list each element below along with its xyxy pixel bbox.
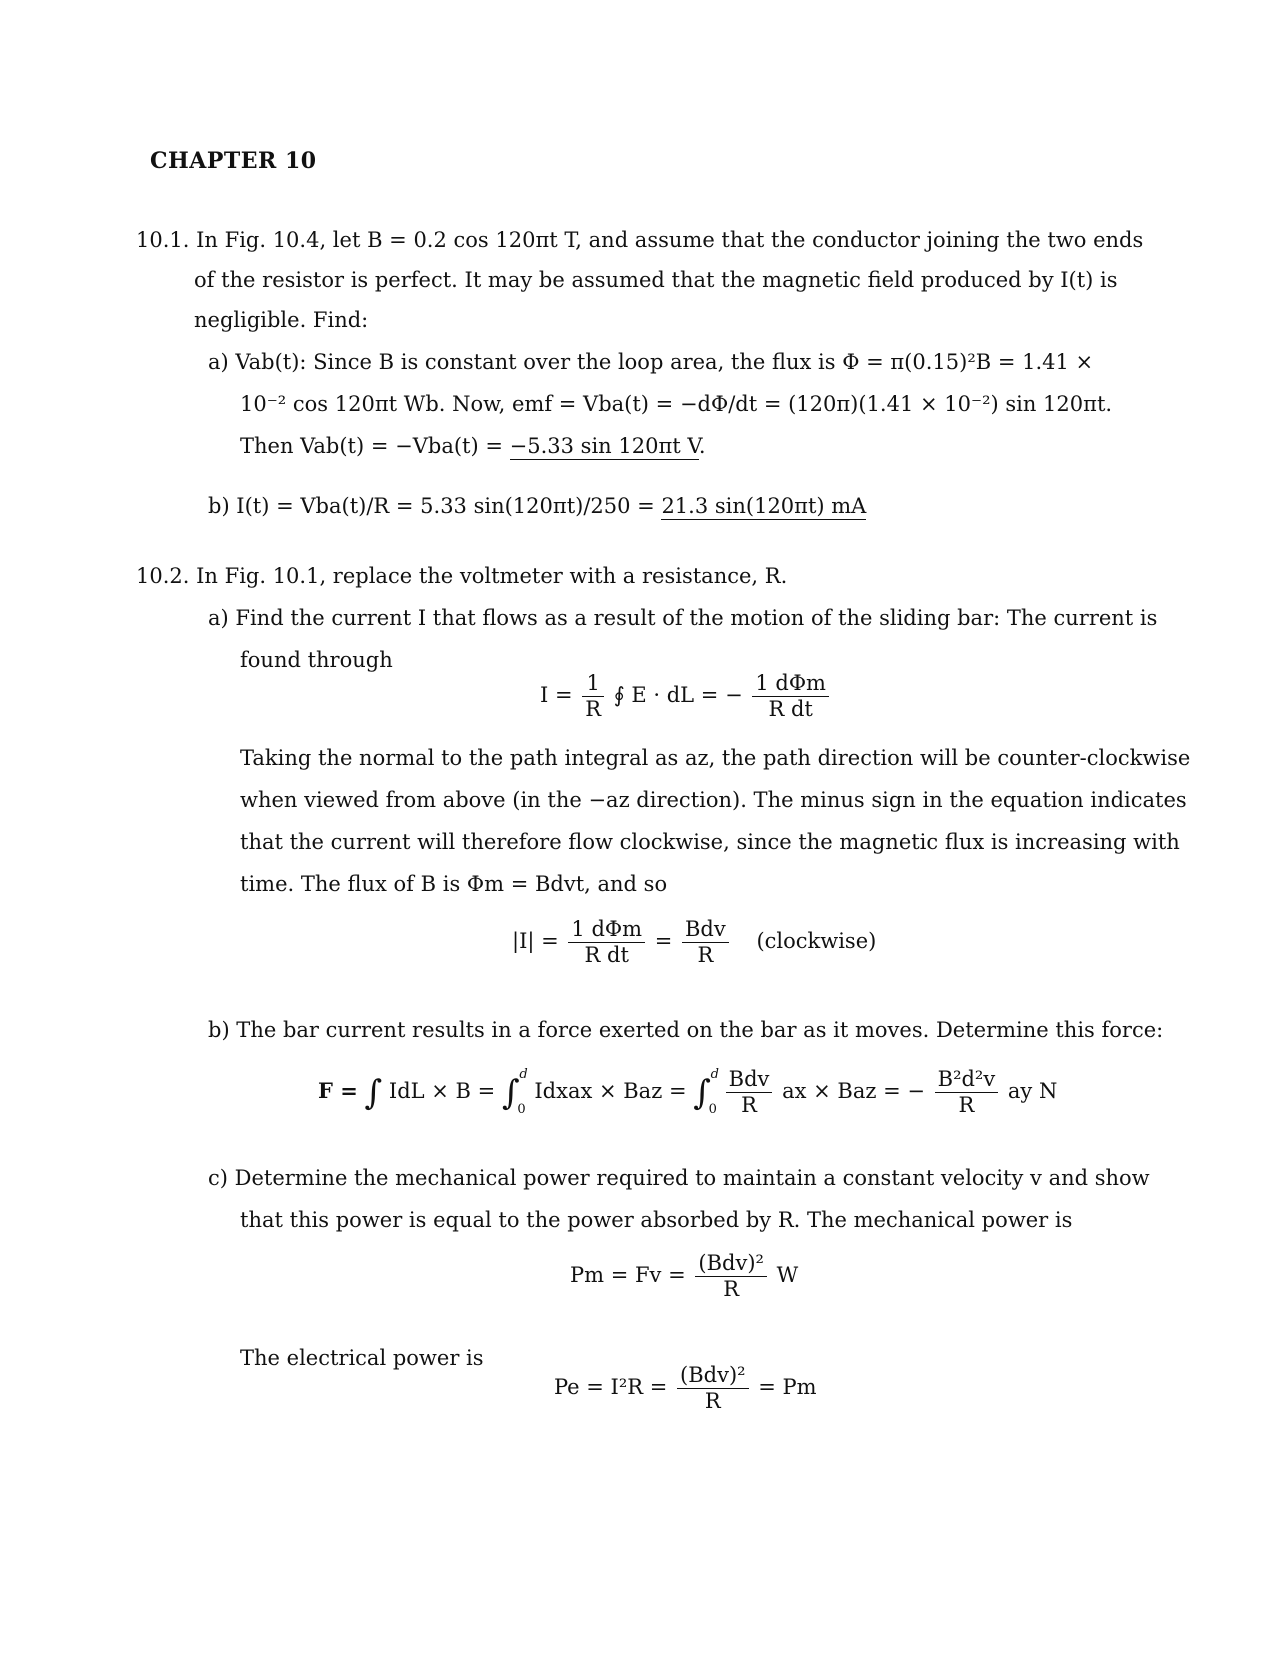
eq-lhs: Pe = I²R = [554, 1375, 668, 1400]
integral-sign: ∫ [364, 1072, 383, 1113]
fraction [752, 672, 829, 721]
problem-number: 10.2. [136, 564, 190, 588]
text: In Fig. 10.1, replace the voltmeter with a resistance, R. [196, 564, 788, 588]
eq-mid: ∮ E · dL = − [613, 683, 743, 708]
eq-lhs: |I| = [512, 929, 559, 954]
fraction [582, 672, 604, 721]
equation-abs-current [512, 918, 876, 967]
part-c-line-1: c) Determine the mechanical power required to maintain a constant velocity v and show [208, 1166, 1150, 1190]
equation-mech-power [570, 1252, 798, 1301]
fraction [677, 1364, 749, 1413]
eq-lhs: I = [540, 683, 573, 708]
eq-rhs: = Pm [758, 1375, 817, 1400]
text: b) I(t) = Vba(t)/R = 5.33 sin(120πt)/250 = [208, 494, 662, 518]
chapter-heading: CHAPTER 10 [150, 148, 317, 174]
numerator: 1 dΦm [752, 672, 829, 697]
eq-sign: = [654, 929, 673, 954]
part-c-line-2: that this power is equal to the power absorbed by R. The mechanical power is [240, 1208, 1073, 1232]
fraction [695, 1252, 767, 1301]
text: Then Vab(t) = −Vba(t) = [240, 434, 510, 458]
denominator: R [723, 1277, 740, 1302]
denominator: R [704, 1389, 721, 1414]
text: . [698, 434, 706, 458]
text: In Fig. 10.4, let B = 0.2 cos 120πt T, and assume that the conductor joining the two ends [196, 228, 1144, 252]
integral-sign: ∫ d 0 [501, 1066, 528, 1117]
eq-part: Idxax × Baz = [534, 1079, 687, 1104]
problem-10-2-line-1 [136, 564, 787, 588]
fraction [726, 1068, 773, 1117]
part-a-line-1: a) Find the current I that flows as a result of the motion of the sliding bar: The current is [208, 606, 1158, 630]
eq-part: ax × Baz = − [782, 1079, 925, 1104]
upper-limit: d [710, 1066, 719, 1082]
problem-10-1-line-3: negligible. Find: [194, 308, 369, 332]
text-line-1: Taking the normal to the path integral as az, the path direction will be counter-clockwise [240, 746, 1191, 770]
eq-part: IdL × B = [388, 1079, 496, 1104]
text-line-3: that the current will therefore flow clockwise, since the magnetic flux is increasing with [240, 830, 1180, 854]
text-line-2: when viewed from above (in the −az direction). The minus sign in the equation indicates [240, 788, 1187, 812]
denominator: R dt [768, 697, 813, 722]
eq-note: (clockwise) [756, 929, 877, 954]
numerator: B²d²v [935, 1068, 999, 1093]
fraction [682, 918, 729, 967]
problem-number: 10.1. [136, 228, 190, 252]
denominator: R [585, 697, 602, 722]
lower-limit: 0 [708, 1101, 717, 1117]
numerator: Bdv [682, 918, 729, 943]
electrical-power-line: The electrical power is [240, 1346, 484, 1370]
problem-10-1-line-2: of the resistor is perfect. It may be assumed that the magnetic field produced by I(t) is [194, 268, 1118, 292]
answer-a: −5.33 sin 120πt V [509, 434, 699, 458]
numerator: (Bdv)² [677, 1364, 749, 1389]
problem-10-1-line-1 [136, 228, 1143, 252]
denominator: R dt [584, 943, 629, 968]
part-a-line-3 [240, 434, 706, 458]
eq-part: ay N [1007, 1079, 1058, 1104]
upper-limit: d [519, 1066, 528, 1082]
part-a-line-1: a) Vab(t): Since B is constant over the loop area, the flux is Φ = π(0.15)²B = 1.41 × [208, 350, 1094, 374]
equation-elec-power [554, 1364, 817, 1413]
eq-lhs: Pm = Fv = [570, 1263, 686, 1288]
denominator: R [697, 943, 714, 968]
answer-b: 21.3 sin(120πt) mA [661, 494, 867, 518]
numerator: 1 [582, 672, 604, 697]
integral-sign: ∫ d 0 [693, 1066, 719, 1117]
text-line-4: time. The flux of B is Φm = Bdvt, and so [240, 872, 668, 896]
fraction [568, 918, 645, 967]
part-b-line [208, 494, 866, 518]
denominator: R [741, 1093, 757, 1118]
numerator: 1 dΦm [568, 918, 645, 943]
equation-force [318, 1068, 1057, 1117]
lower-limit: 0 [517, 1101, 526, 1117]
part-a-line-2: found through [240, 648, 393, 672]
denominator: R [958, 1093, 975, 1118]
numerator: (Bdv)² [695, 1252, 767, 1277]
part-a-line-2: 10⁻² cos 120πt Wb. Now, emf = Vba(t) = −dΦ/dt = (120π)(1.41 × 10⁻²) sin 120πt. [240, 392, 1113, 416]
numerator: Bdv [726, 1068, 773, 1093]
part-b-line: b) The bar current results in a force exerted on the bar as it moves. Determine this force: [208, 1018, 1164, 1042]
eq-unit: W [776, 1263, 799, 1288]
fraction [935, 1068, 999, 1117]
equation-current [540, 672, 832, 721]
eq-lhs: F = [318, 1078, 358, 1104]
